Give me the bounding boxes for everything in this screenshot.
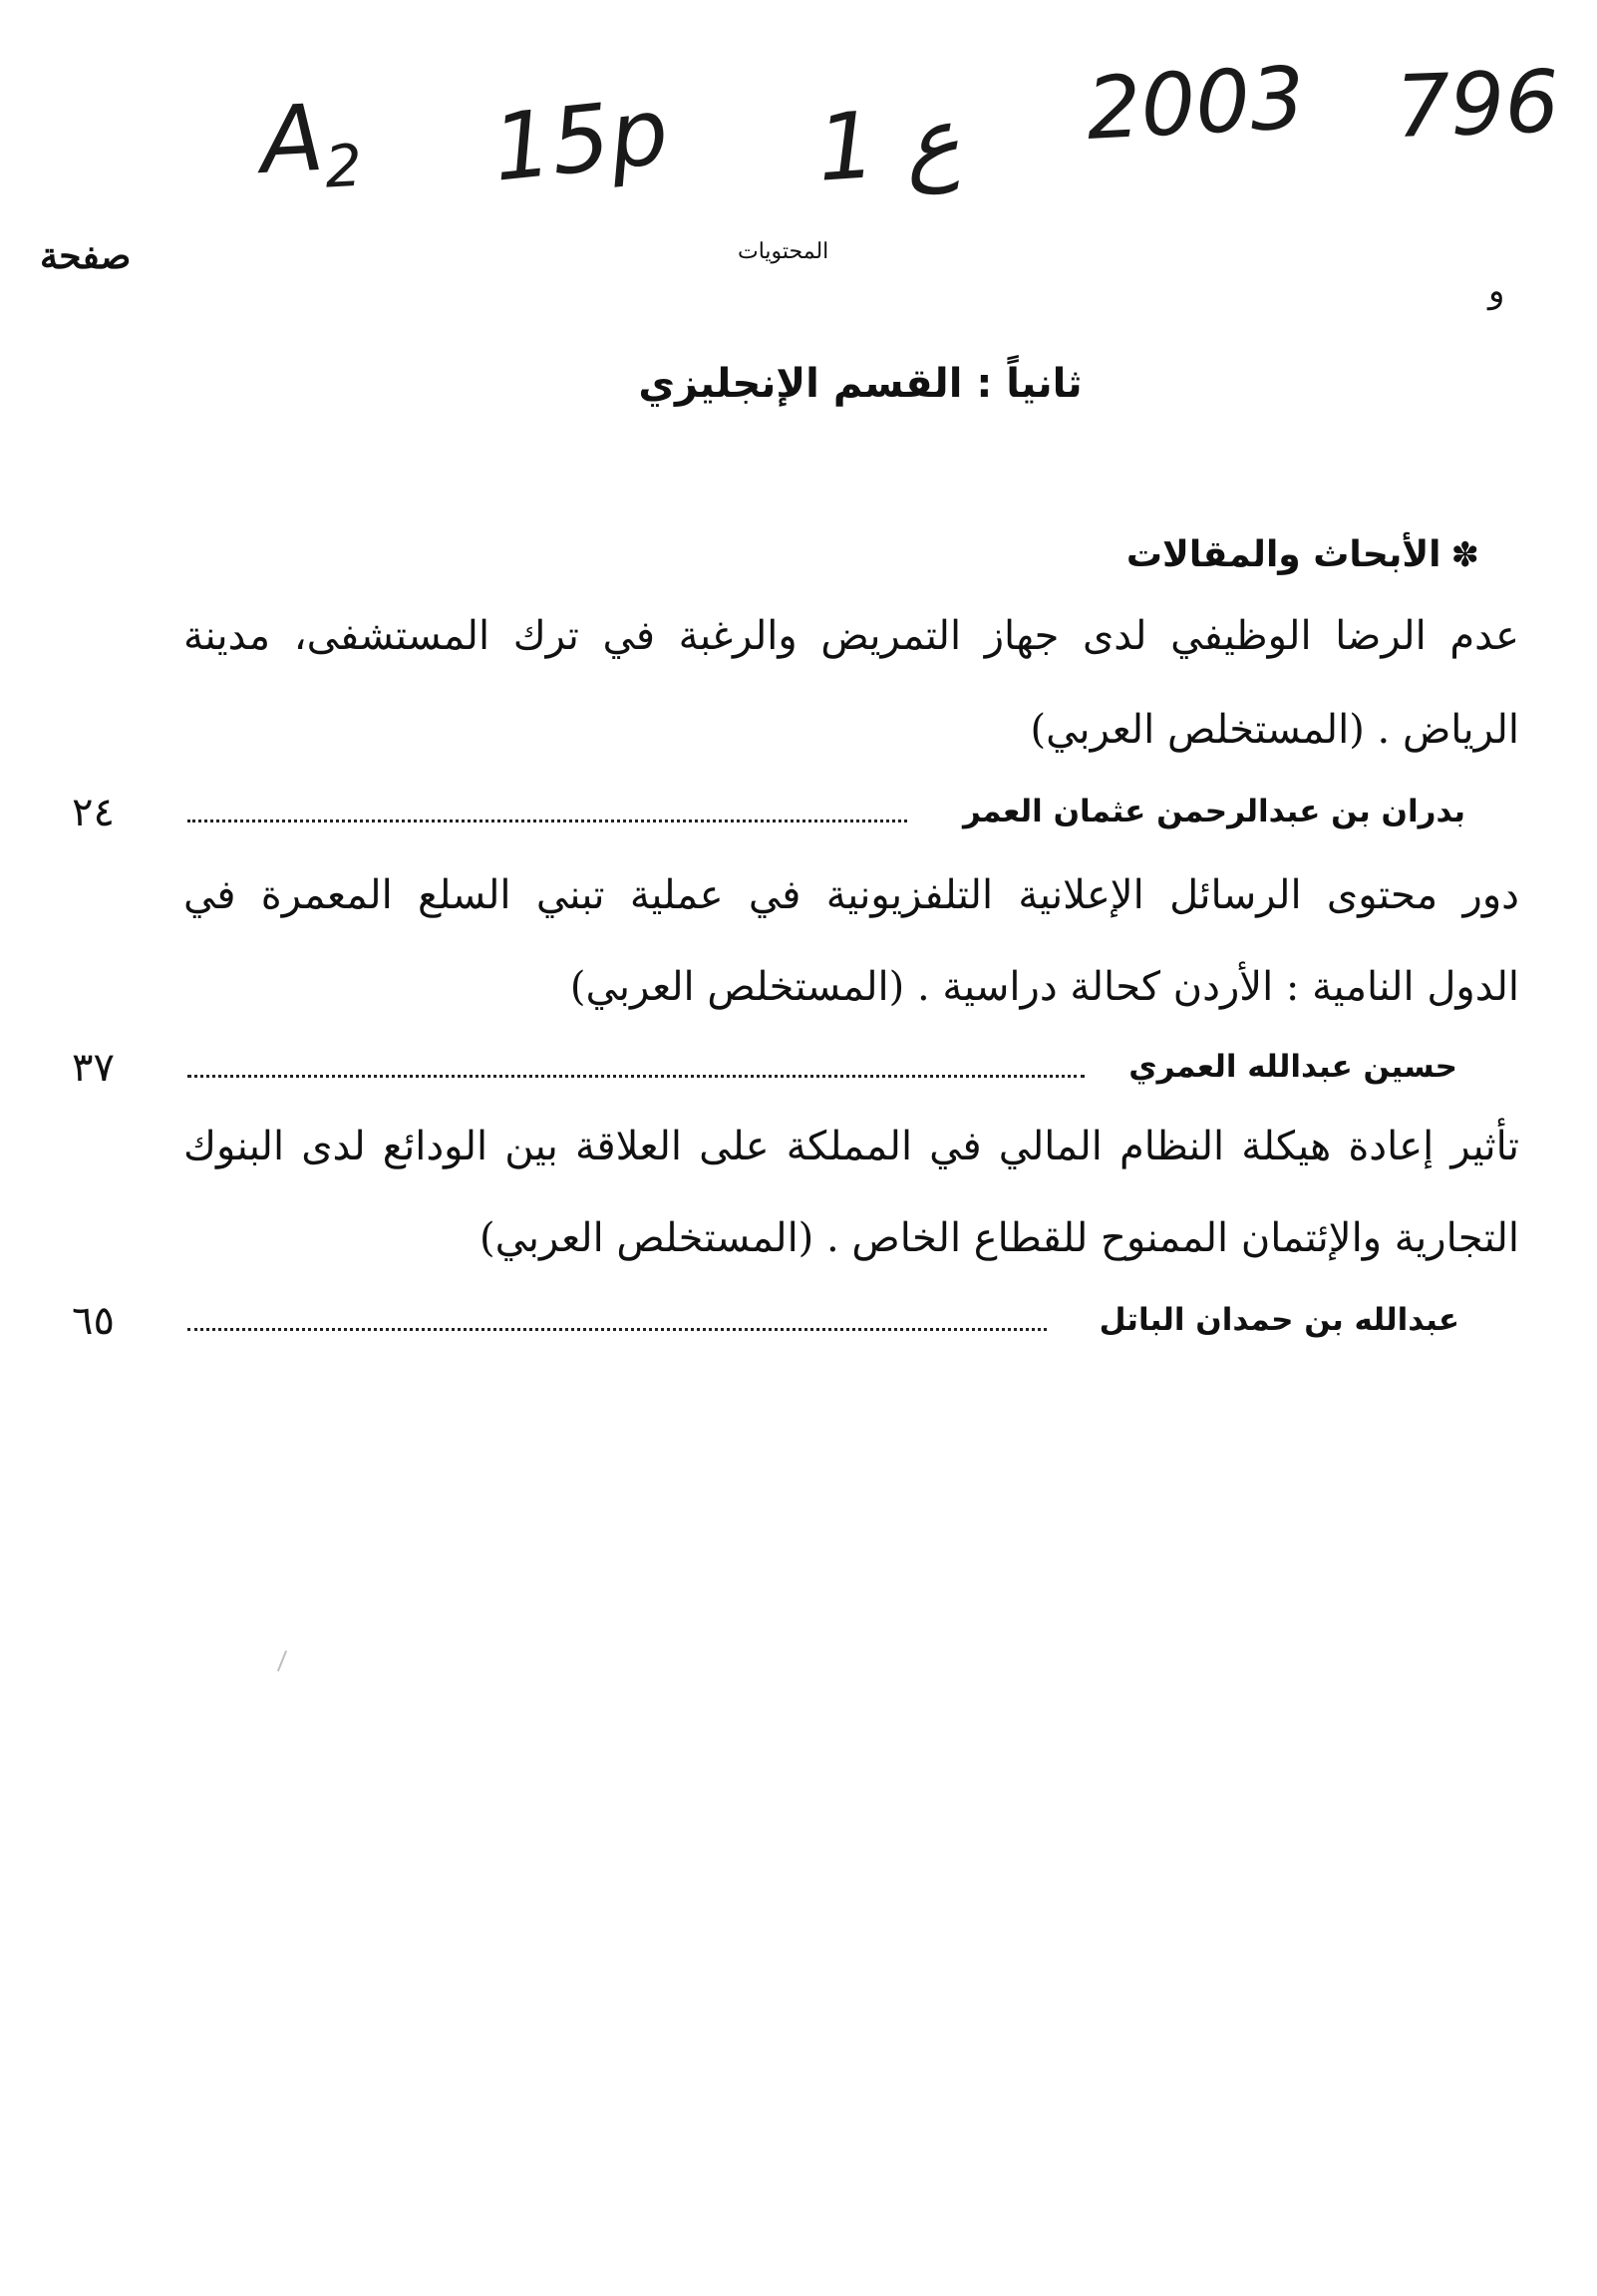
entry-author: بدران بن عبدالرحمن عثمان العمر bbox=[962, 794, 1465, 829]
entry-title-line: التجارية والإئتمان الممنوح للقطاع الخاص . (المستخلص العربي) bbox=[479, 1215, 1519, 1261]
entry-title-line: تأثير إعادة هيكلة النظام المالي في المملكة على العلاقة بين الودائع لدى البنوك bbox=[183, 1124, 1519, 1169]
subheading-text: الأبحاث والمقالات bbox=[1125, 534, 1441, 575]
section-heading bbox=[0, 361, 1597, 407]
dotted-leader bbox=[187, 1075, 1085, 1078]
entry-author: عبدالله بن حمدان الباتل bbox=[1099, 1302, 1459, 1338]
page-column-label: صفحة bbox=[40, 235, 132, 277]
entry-page-number: ٢٤ bbox=[72, 790, 115, 835]
handwritten-annotation-issue: 1 ع bbox=[813, 86, 964, 202]
entry-author-row bbox=[0, 1298, 1597, 1348]
handwritten-subscript: 2 bbox=[323, 131, 364, 201]
scan-mark bbox=[277, 1650, 287, 1671]
entry-title-line: عدم الرضا الوظيفي لدى جهاز التمريض والرغبة في ترك المستشفى، مدينة bbox=[183, 613, 1519, 659]
entry-author-row bbox=[0, 1045, 1597, 1095]
page-letter: و bbox=[1488, 271, 1505, 311]
entry-title-line: الرياض . (المستخلص العربي) bbox=[1030, 707, 1519, 753]
dotted-leader bbox=[187, 1328, 1047, 1331]
handwritten-letter: A bbox=[257, 84, 327, 194]
asterisk-icon: ✽ bbox=[1450, 535, 1479, 575]
entry-page-number: ٣٧ bbox=[72, 1045, 115, 1091]
handwritten-annotation-a2 bbox=[258, 83, 364, 204]
entry-author-row bbox=[0, 790, 1597, 839]
section-heading-text: ثانياً : القسم الإنجليزي bbox=[638, 361, 1083, 407]
subheading bbox=[1126, 534, 1479, 575]
entry-title-line: دور محتوى الرسائل الإعلانية التلفزيونية في عملية تبني السلع المعمرة في bbox=[183, 872, 1519, 918]
entry-page-number: ٦٥ bbox=[72, 1298, 115, 1344]
handwritten-annotation-number: 796 bbox=[1394, 52, 1561, 158]
entry-title-line: الدول النامية : الأردن كحالة دراسية . (المستخلص العربي) bbox=[569, 964, 1519, 1010]
handwritten-annotation-year: 2003 bbox=[1084, 48, 1308, 160]
dotted-leader bbox=[187, 820, 907, 822]
entry-author: حسين عبدالله العمري bbox=[1128, 1049, 1457, 1085]
handwritten-annotation-15p: 15p bbox=[487, 77, 674, 202]
running-header-title: المحتويات bbox=[738, 239, 829, 264]
